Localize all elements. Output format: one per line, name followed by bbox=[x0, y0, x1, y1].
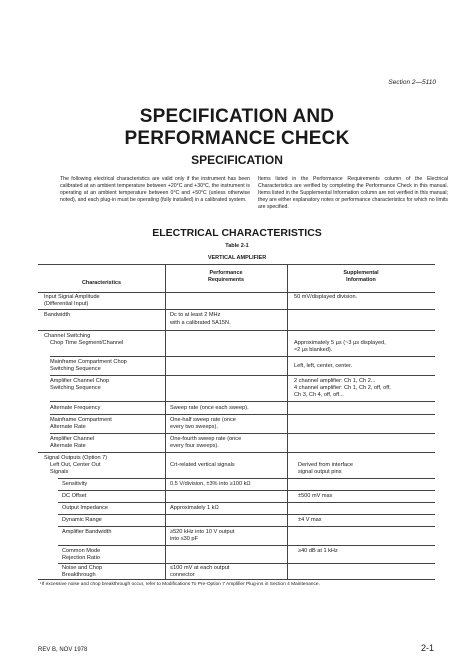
footnote: ¹If excessive noise and chop breakthrough occur, refer to Modifications To Pre-Option 7 Amplifier Plug-ins in Section 4 Maintenance. bbox=[40, 582, 320, 587]
row-rule bbox=[58, 526, 435, 527]
header-characteristics: Characteristics bbox=[82, 280, 121, 286]
row-rule bbox=[50, 375, 435, 376]
row-rule bbox=[50, 433, 435, 434]
row-input-amplitude-char: Input Signal Amplitude bbox=[44, 294, 100, 300]
dc-offset-char: DC Offset bbox=[62, 493, 87, 499]
table-header-rule bbox=[38, 292, 435, 293]
row-chop-time-supp-2: ≈2 µs blanked). bbox=[294, 347, 333, 353]
row-rule bbox=[58, 502, 435, 503]
header-information: Information bbox=[346, 277, 376, 283]
header-requirements: Requirements bbox=[208, 277, 244, 283]
electrical-characteristics-heading: ELECTRICAL CHARACTERISTICS bbox=[152, 227, 322, 239]
table-top-rule bbox=[38, 264, 435, 265]
row-rule bbox=[58, 545, 435, 546]
sensitivity-perf: 0.5 V/division, ±3% into ≥100 kΩ bbox=[170, 481, 251, 487]
row-channel-switching-char: Channel Switching bbox=[44, 333, 91, 339]
row-chop-time-char: Chop Time Segment/Channel bbox=[50, 340, 124, 346]
intro-paragraph-right: Items listed in the Performance Requirements column of the Electrical Characteristics are verified by completing the Performance Check in this manual. Items listed in the Supplemental Information column are not verified in this manual; they are either explanatory notes or performance characteristics for which no limits are specified. bbox=[258, 176, 448, 210]
section-label: Section 2—5110 bbox=[388, 79, 436, 86]
row-rule bbox=[38, 452, 435, 453]
row-amplifier-chop-char-2: Switching Sequence bbox=[50, 385, 101, 391]
output-impedance-char: Output Impedance bbox=[62, 505, 109, 511]
row-mainframe-alt-char-2: Alternate Rate bbox=[50, 424, 86, 430]
row-amplifier-alt-char-2: Alternate Rate bbox=[50, 443, 86, 449]
row-amplifier-chop-supp: 2 channel amplifier: Ch 1, Ch 2... bbox=[294, 378, 376, 384]
dynamic-range-supp: ±4 V max bbox=[298, 517, 322, 523]
row-mainframe-chop-char: Mainframe Compartment Chop bbox=[50, 359, 127, 365]
row-amplifier-alt-perf: One-fourth sweep rate (once bbox=[170, 436, 242, 442]
table-col-divider-1 bbox=[165, 264, 166, 579]
row-bandwidth-perf: Dc to at least 2 MHz bbox=[170, 312, 221, 318]
row-alternate-frequency-perf: Sweep rate (once each sweep). bbox=[170, 405, 249, 411]
signal-outputs-supp: Derived from interface bbox=[298, 462, 354, 468]
row-mainframe-chop-supp: Left, left, center, center. bbox=[294, 363, 353, 369]
row-amplifier-chop-supp-2: 4 channel amplifier: Ch 1, Ch 2, off, off, bbox=[294, 385, 391, 391]
amplifier-bandwidth-perf: ≥520 kHz into 10 V output bbox=[170, 529, 235, 535]
row-mainframe-alt-char: Mainframe Compartment bbox=[50, 417, 112, 423]
row-bandwidth-perf-2: with a calibrated 5A15N. bbox=[170, 320, 231, 326]
row-amplifier-alt-perf-2: every four sweeps). bbox=[170, 443, 219, 449]
output-impedance-perf: Approximately 1 kΩ bbox=[170, 505, 219, 511]
header-supplemental: Supplemental bbox=[343, 270, 379, 276]
header-performance: Performance bbox=[209, 270, 243, 276]
row-mainframe-chop-char-2: Switching Sequence bbox=[50, 366, 101, 372]
section-subtitle: SPECIFICATION bbox=[191, 153, 283, 167]
signal-outputs-title: Signal Outputs (Option 7) bbox=[44, 455, 108, 461]
row-alternate-frequency-char: Alternate Frequency bbox=[50, 405, 101, 411]
noise-chop-perf: ≤100 mV at each output bbox=[170, 565, 230, 571]
row-rule bbox=[58, 514, 435, 515]
row-amplifier-alt-char: Amplifier Channel bbox=[50, 436, 95, 442]
revision-date: REV B, NOV 1978 bbox=[38, 647, 88, 653]
table-bottom-rule bbox=[38, 579, 435, 580]
row-rule bbox=[58, 563, 435, 564]
row-amplifier-chop-supp-3: Ch 3, Ch 4, off, off... bbox=[294, 392, 344, 398]
row-amplifier-chop-char: Amplifier Channel Chop bbox=[50, 378, 110, 384]
common-mode-supp: ≥40 dB at 1 kHz bbox=[298, 548, 338, 554]
row-bandwidth-char: Bandwidth bbox=[44, 312, 71, 318]
noise-chop-char-2: Breakthrough bbox=[62, 572, 96, 578]
row-rule bbox=[50, 401, 435, 402]
signal-outputs-perf: Crt-related vertical signals bbox=[170, 462, 235, 468]
row-mainframe-alt-perf-2: every two sweeps). bbox=[170, 424, 218, 430]
page-number: 2-1 bbox=[420, 643, 434, 653]
common-mode-char-2: Rejection Ratio bbox=[62, 555, 100, 561]
table-number: Table 2-1 bbox=[225, 243, 249, 249]
noise-chop-perf-2: connector bbox=[170, 572, 195, 578]
signal-outputs-supp-2: signal output pins bbox=[298, 469, 342, 475]
page-title-line-2: PERFORMANCE CHECK bbox=[124, 128, 350, 149]
row-rule bbox=[50, 414, 435, 415]
row-mainframe-alt-perf: One-half sweep rate (once bbox=[170, 417, 236, 423]
signal-outputs-sub-2: Signals bbox=[50, 469, 69, 475]
row-rule bbox=[50, 356, 435, 357]
dc-offset-supp: ±500 mV max bbox=[298, 493, 333, 499]
row-chop-time-supp: Approximately 5 µs (~3 µs displayed, bbox=[294, 340, 386, 346]
intro-paragraph-left: The following electrical characteristics are valid only if the instrument has been calibrated at an ambient temperature between +20°C and +30°C, the instrument is operating at an ambient temperature between 0°C and +50°C (unless otherwise noted), and each plug-in must be operating (fully installed) in a calibrated system. bbox=[60, 176, 250, 203]
row-input-amplitude-supp: 50 mV/displayed division. bbox=[294, 294, 358, 300]
row-rule bbox=[58, 478, 435, 479]
row-rule bbox=[38, 309, 435, 310]
sensitivity-char: Sensitivity bbox=[62, 481, 88, 487]
row-rule bbox=[38, 330, 435, 331]
noise-chop-char: Noise and Chop bbox=[62, 565, 103, 571]
row-rule bbox=[58, 490, 435, 491]
common-mode-char: Common Mode bbox=[62, 548, 101, 554]
table-col-divider-2 bbox=[287, 264, 288, 579]
dynamic-range-char: Dynamic Range bbox=[62, 517, 102, 523]
page-title-line-1: SPECIFICATION AND bbox=[139, 106, 335, 127]
amplifier-bandwidth-char: Amplifier Bandwidth bbox=[62, 529, 112, 535]
table-name: VERTICAL AMPLIFIER bbox=[207, 255, 267, 261]
amplifier-bandwidth-perf-2: into ≤30 pF bbox=[170, 536, 198, 542]
signal-outputs-sub: Left Out, Center Out bbox=[50, 462, 101, 468]
row-input-amplitude-char-2: (Differential Input) bbox=[44, 301, 89, 307]
